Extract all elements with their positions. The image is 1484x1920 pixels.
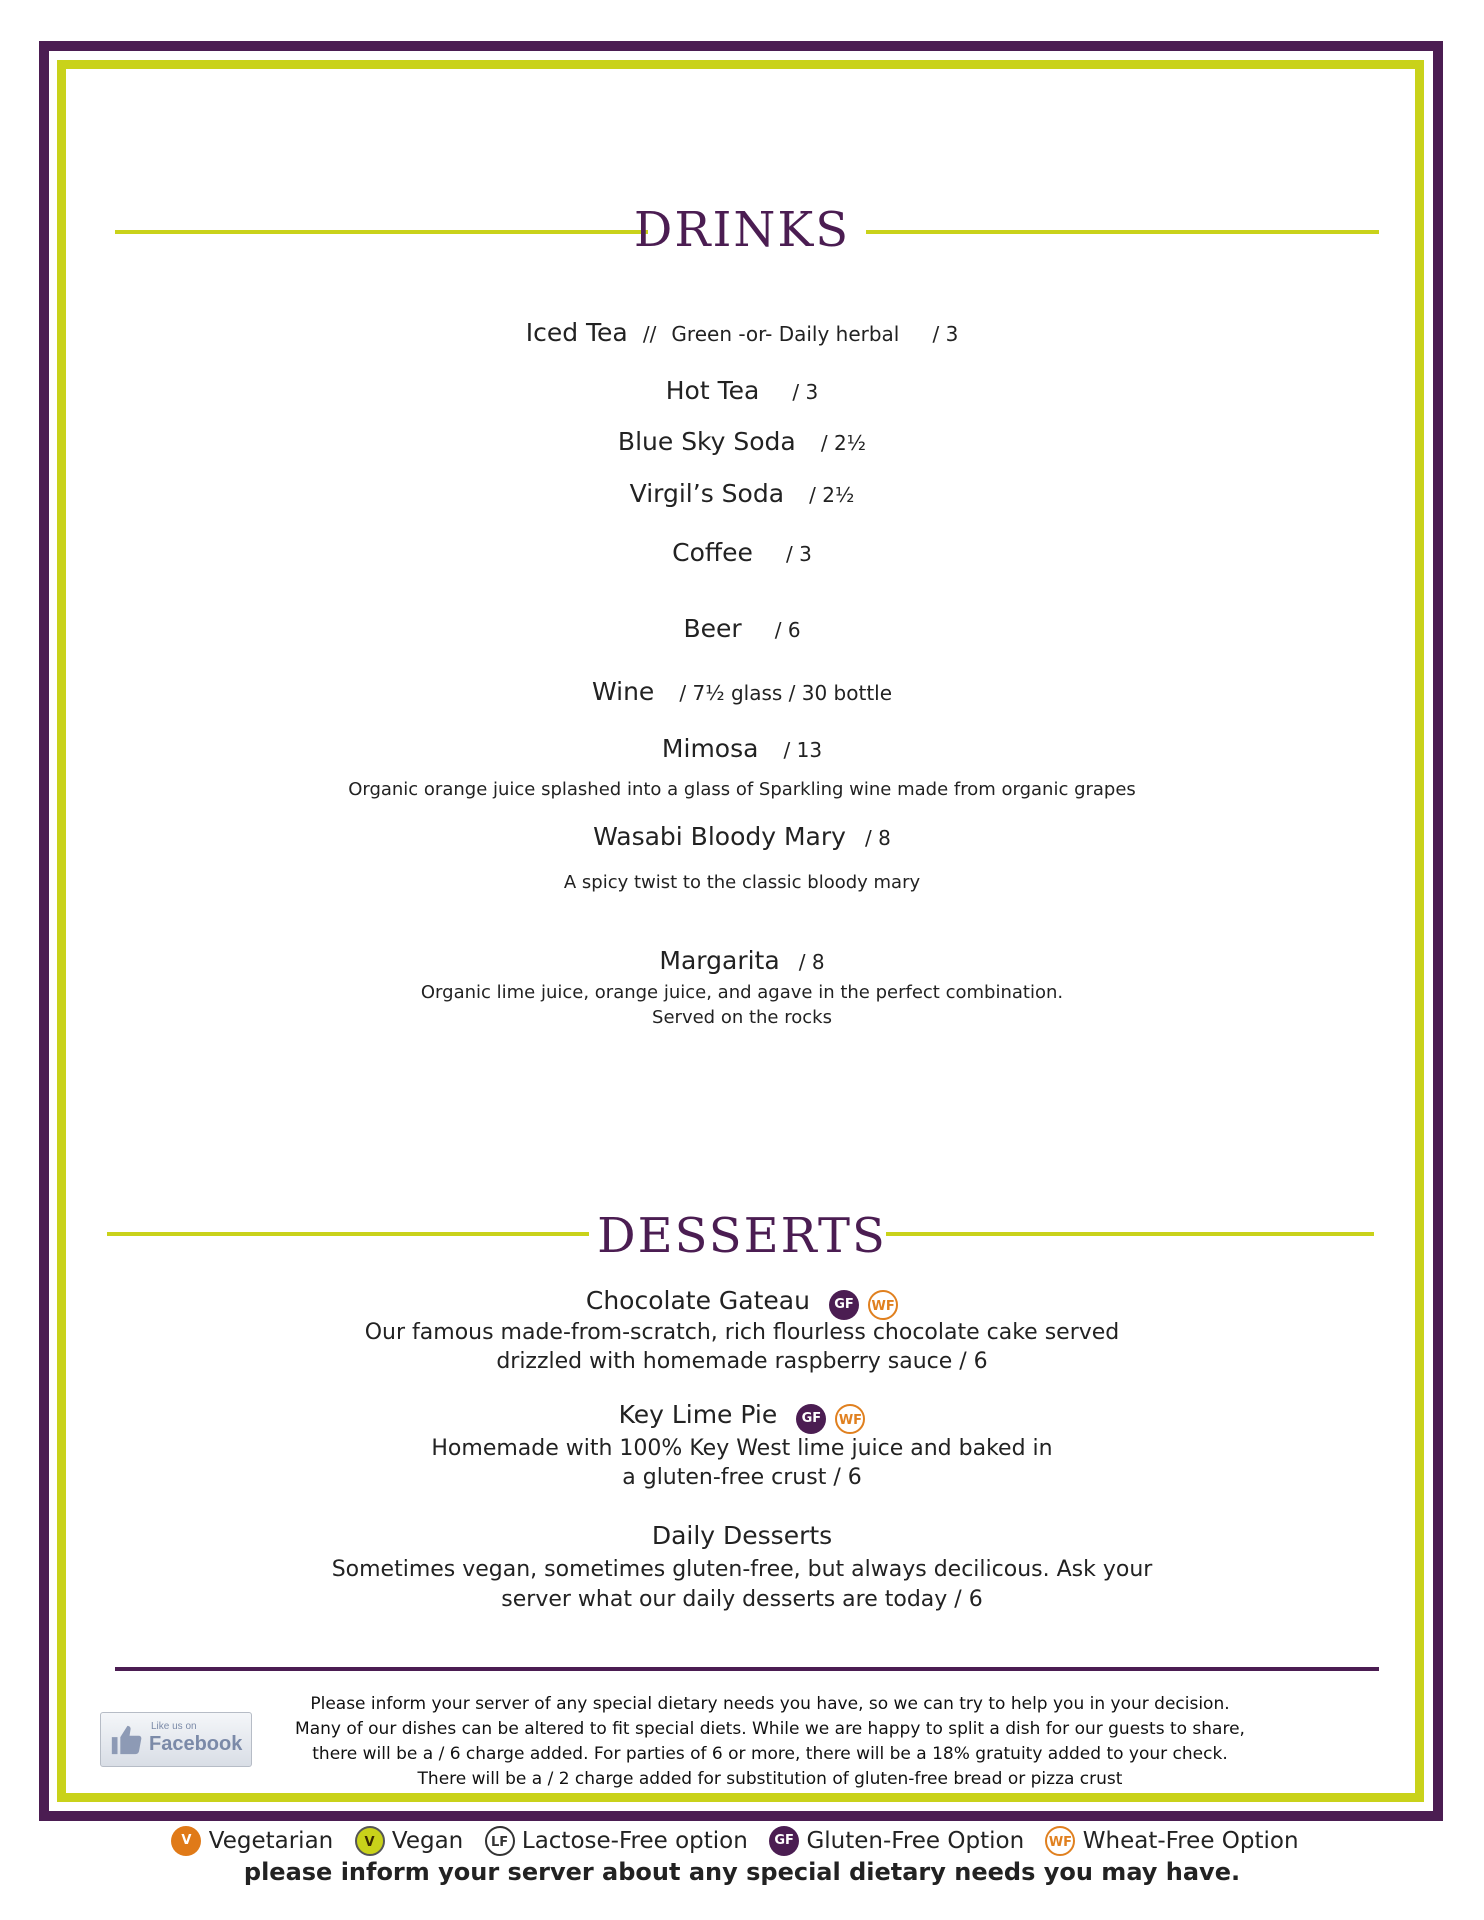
drink-bloody-mary-desc: A spicy twist to the classic bloody mary xyxy=(563,872,921,893)
dessert-key-lime xyxy=(0,1400,1484,1434)
dessert-daily-desc-1: Sometimes vegan, sometimes gluten-free, but always decilicous. Ask your xyxy=(331,1557,1153,1582)
gluten-free-icon: GF xyxy=(829,1290,859,1320)
wheat-free-icon: WF xyxy=(835,1404,865,1434)
legend-wheat-free: Wheat-Free Option xyxy=(1082,1827,1299,1854)
legend-lactose-free: Lactose-Free option xyxy=(521,1827,748,1854)
drink-separator: // xyxy=(642,322,657,346)
dietary-notice xyxy=(245,1692,1295,1792)
drinks-title: DRINKS xyxy=(633,202,851,258)
dessert-daily xyxy=(0,1521,1484,1550)
drink-margarita xyxy=(0,946,1484,975)
legend-note: please inform your server about any special dietary needs you may have. xyxy=(243,1858,1241,1886)
legend-vegetarian: Vegetarian xyxy=(208,1827,334,1854)
drink-name: Coffee xyxy=(672,538,753,567)
drink-price: / 7½ glass / 30 bottle xyxy=(679,681,893,705)
dessert-gateau xyxy=(0,1286,1484,1320)
drink-options: Green -or- Daily herbal xyxy=(671,322,900,346)
drink-name: Beer xyxy=(683,614,742,643)
drink-name: Wasabi Bloody Mary xyxy=(593,822,846,851)
drink-beer xyxy=(0,614,1484,643)
desserts-title: DESSERTS xyxy=(597,1208,887,1264)
footer-rule xyxy=(115,1667,1379,1671)
vegan-icon: V xyxy=(355,1826,385,1856)
dessert-gateau-desc-1: Our famous made-from-scratch, rich flourless chocolate cake served xyxy=(364,1320,1120,1345)
dessert-gateau-desc-2: drizzled with homemade raspberry sauce / 6 xyxy=(496,1349,988,1374)
notice-line: there will be a / 6 charge added. For parties of 6 or more, there will be a 18% gratuity added to your check. xyxy=(312,1744,1228,1764)
drink-blue-sky xyxy=(0,427,1484,456)
gluten-free-icon: GF xyxy=(796,1404,826,1434)
drink-price: / 8 xyxy=(798,950,825,974)
drink-name: Hot Tea xyxy=(665,376,760,405)
dessert-key-lime-desc-2: a gluten-free crust / 6 xyxy=(622,1465,862,1490)
drink-virgils xyxy=(0,479,1484,508)
facebook-label: Facebook xyxy=(149,1733,243,1755)
drink-margarita-desc-1: Organic lime juice, orange juice, and agave in the perfect combination. xyxy=(420,982,1064,1003)
drink-mimosa-desc: Organic orange juice splashed into a glass of Sparkling wine made from organic grapes xyxy=(348,779,1136,800)
lactose-free-icon: LF xyxy=(485,1826,515,1856)
dessert-key-lime-desc-1: Homemade with 100% Key West lime juice and baked in xyxy=(431,1436,1053,1461)
wheat-free-icon: WF xyxy=(1045,1826,1075,1856)
drink-name: Virgil’s Soda xyxy=(629,479,785,508)
dessert-name: Chocolate Gateau xyxy=(585,1286,810,1315)
thumbs-up-icon xyxy=(109,1723,143,1757)
notice-line: Many of our dishes can be altered to fit special diets. While we are happy to split a dish for our guests to share, xyxy=(295,1719,1245,1739)
notice-line: Please inform your server of any special dietary needs you have, so we can try to help you in your decision. xyxy=(310,1694,1230,1714)
dessert-name: Key Lime Pie xyxy=(618,1400,778,1429)
drink-name: Blue Sky Soda xyxy=(617,427,796,456)
dietary-legend xyxy=(0,1826,1484,1856)
drink-price: / 3 xyxy=(932,322,959,346)
drink-hot-tea xyxy=(0,376,1484,405)
gluten-free-icon: GF xyxy=(769,1826,799,1856)
drink-coffee xyxy=(0,538,1484,567)
legend-vegan: Vegan xyxy=(391,1827,464,1854)
drink-price: / 2½ xyxy=(809,483,855,507)
drink-name: Wine xyxy=(591,677,655,706)
wheat-free-icon: WF xyxy=(868,1290,898,1320)
notice-line: There will be a / 2 charge added for substitution of gluten-free bread or pizza crust xyxy=(417,1769,1123,1789)
facebook-small-label: Like us on xyxy=(151,1721,197,1732)
drink-bloody-mary xyxy=(0,822,1484,851)
drink-name: Iced Tea xyxy=(525,318,628,347)
dessert-name: Daily Desserts xyxy=(651,1521,833,1550)
vegetarian-icon: V xyxy=(171,1826,201,1856)
drink-price: / 6 xyxy=(774,618,801,642)
dessert-daily-desc-2: server what our daily desserts are today / 6 xyxy=(501,1587,983,1612)
drink-price: / 3 xyxy=(786,542,812,566)
facebook-like-button[interactable] xyxy=(100,1712,252,1767)
drink-iced-tea xyxy=(0,318,1484,347)
drink-name: Margarita xyxy=(659,946,780,975)
drink-price: / 13 xyxy=(783,738,823,762)
drink-price: / 3 xyxy=(792,380,819,404)
drink-wine xyxy=(0,677,1484,706)
drink-margarita-desc-2: Served on the rocks xyxy=(652,1007,832,1028)
drink-mimosa xyxy=(0,734,1484,763)
legend-gluten-free: Gluten-Free Option xyxy=(806,1827,1025,1854)
drink-price: / 2½ xyxy=(820,431,867,455)
drink-name: Mimosa xyxy=(661,734,759,763)
drink-price: / 8 xyxy=(865,826,891,850)
